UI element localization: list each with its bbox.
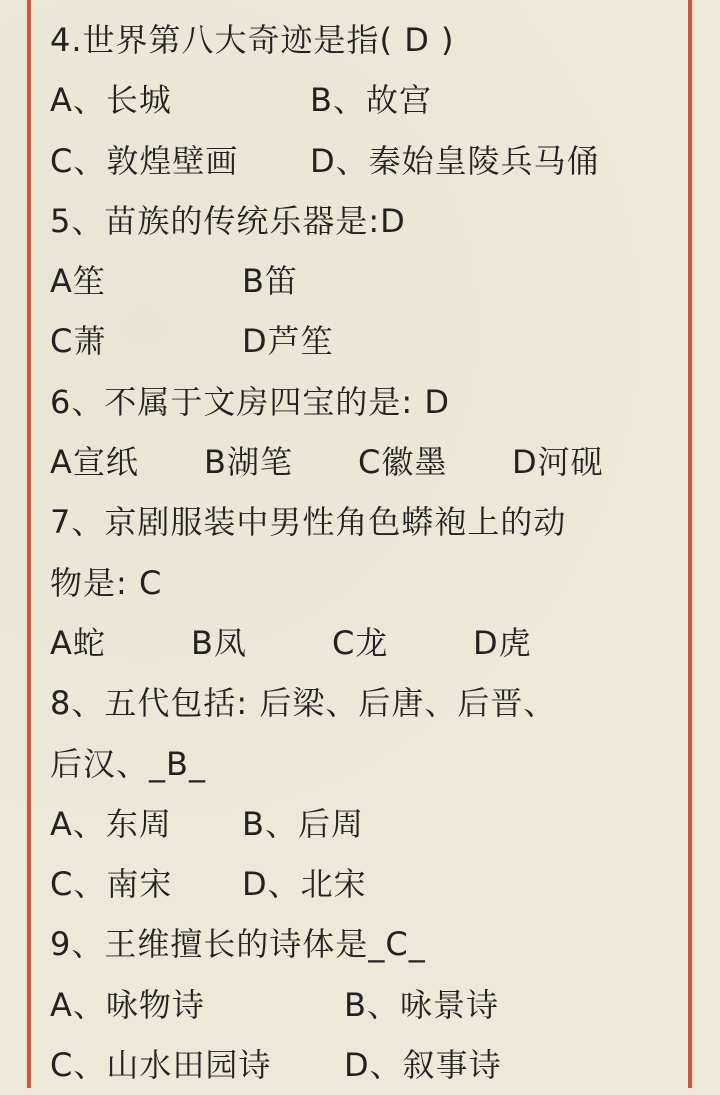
- question-8-line-1: [50, 673, 680, 733]
- left-border-line: [27, 0, 31, 1088]
- question-4: [50, 10, 680, 70]
- question-4-options-ab: [50, 70, 680, 130]
- question-text: 7、京剧服装中男性角色蟒袍上的动: [50, 503, 567, 542]
- option-c: C徽墨: [358, 443, 448, 482]
- option-c: C、南宋: [50, 865, 173, 904]
- question-7-line-1: [50, 492, 680, 552]
- question-text: 8、五代包括: 后梁、后唐、后晋、: [50, 684, 557, 723]
- option-a: A、长城: [50, 81, 172, 120]
- option-c: C萧: [50, 322, 107, 361]
- question-text: 5、苗族的传统乐器是:D: [50, 201, 406, 240]
- question-5: [50, 191, 680, 251]
- option-b: B笛: [242, 262, 298, 301]
- question-7-line-2: [50, 553, 680, 613]
- question-5-options-ab: [50, 251, 680, 311]
- question-8-options-ab: [50, 794, 680, 854]
- question-text: 4.世界第八大奇迹是指( D ): [50, 21, 455, 59]
- question-text: 后汉、_B_: [50, 744, 206, 783]
- question-9: [50, 914, 680, 974]
- option-b: B凤: [191, 623, 247, 662]
- option-d: D芦笙: [242, 322, 334, 361]
- option-d: D、叙事诗: [344, 1046, 502, 1085]
- question-9-options-cd: [50, 1035, 680, 1095]
- option-c: C龙: [332, 623, 389, 662]
- option-d: D虎: [473, 623, 532, 662]
- option-a: A宣纸: [50, 443, 139, 482]
- option-c: C、敦煌壁画: [50, 141, 239, 180]
- option-a: A蛇: [50, 623, 106, 662]
- option-a: A、东周: [50, 804, 172, 843]
- option-b: B、后周: [242, 804, 364, 843]
- question-5-options-cd: [50, 311, 680, 371]
- option-b: B、故宫: [310, 81, 432, 120]
- option-b: B湖笔: [204, 443, 293, 482]
- option-d: D、北宋: [242, 865, 367, 904]
- option-c: C、山水田园诗: [50, 1046, 272, 1085]
- question-6: [50, 372, 680, 432]
- right-border-line: [688, 0, 692, 1088]
- question-4-options-cd: [50, 131, 680, 191]
- question-8-options-cd: [50, 854, 680, 914]
- question-8-line-2: [50, 734, 680, 794]
- option-d: D、秦始皇陵兵马俑: [310, 141, 600, 180]
- option-a: A、咏物诗: [50, 985, 205, 1024]
- question-9-options-ab: [50, 975, 680, 1035]
- quiz-content: [50, 10, 680, 1095]
- question-text: 6、不属于文房四宝的是: D: [50, 382, 450, 421]
- question-text: 物是: C: [50, 563, 163, 602]
- question-6-options: [50, 432, 680, 492]
- question-text: 9、王维擅长的诗体是_C_: [50, 925, 426, 964]
- question-7-options: [50, 613, 680, 673]
- option-d: D河砚: [512, 443, 604, 482]
- option-a: A笙: [50, 262, 106, 301]
- option-b: B、咏景诗: [344, 985, 499, 1024]
